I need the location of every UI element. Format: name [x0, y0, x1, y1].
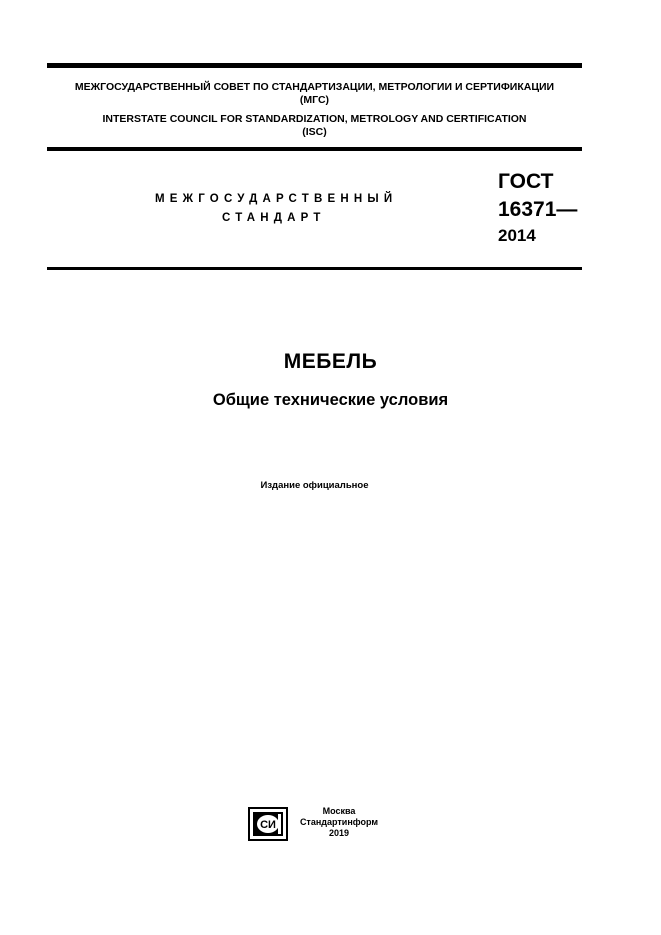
publisher-name: Стандартинформ: [299, 817, 379, 827]
document-title: МЕБЕЛЬ: [283, 350, 378, 373]
gost-year: 2014: [498, 226, 536, 245]
document-subtitle: Общие технические условия: [212, 391, 449, 409]
middle-rule: [47, 147, 582, 151]
gost-designation: [498, 168, 577, 248]
bottom-rule: [47, 267, 582, 270]
logo-letters: СИ: [260, 819, 276, 831]
standard-type-line-1: МЕЖГОСУДАРСТВЕННЫЙ: [155, 193, 398, 205]
council-name-english: [47, 113, 582, 139]
top-rule: [47, 63, 582, 68]
council-en-line: INTERSTATE COUNCIL FOR STANDARDIZATION, METROLOGY AND CERTIFICATION: [102, 113, 527, 125]
council-en-abbreviation: (ISC): [302, 126, 327, 138]
edition-note: Издание официальное: [260, 480, 369, 491]
council-ru-line: МЕЖГОСУДАРСТВЕННЫЙ СОВЕТ ПО СТАНДАРТИЗАЦИИ, МЕТРОЛОГИИ И СЕРТИФИКАЦИИ: [74, 81, 555, 93]
gost-prefix: ГОСТ: [498, 170, 554, 193]
publication-year: 2019: [328, 828, 350, 838]
standard-type-line-2: СТАНДАРТ: [222, 212, 326, 224]
publisher-info: [292, 806, 386, 839]
council-name-russian: [47, 81, 582, 107]
publisher-city: Москва: [322, 806, 356, 816]
gost-number: 16371—: [498, 198, 578, 221]
standartinform-logo-icon: [248, 807, 288, 841]
council-ru-abbreviation: (МГС): [299, 94, 330, 106]
